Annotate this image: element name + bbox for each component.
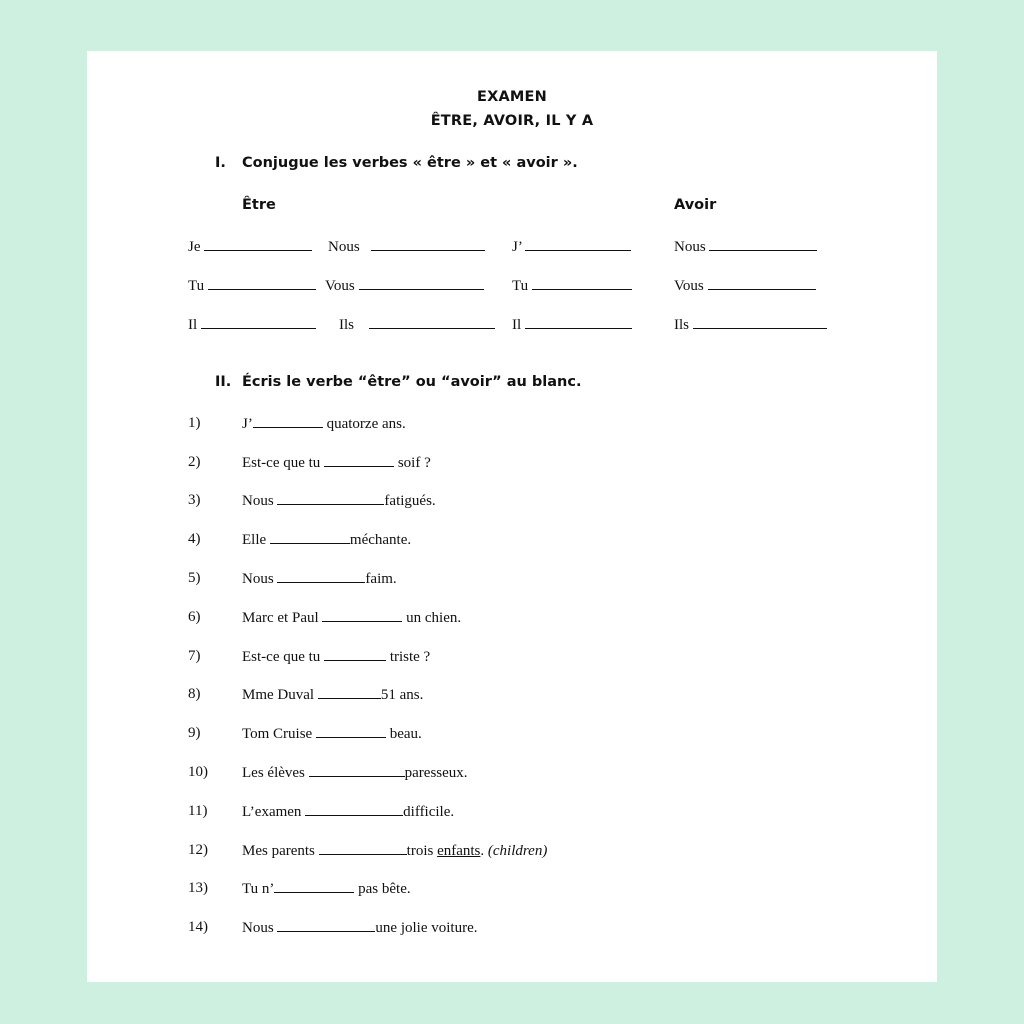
etre-vous-field[interactable] [325, 277, 484, 295]
question-text-after: beau. [385, 726, 422, 742]
answer-blank[interactable] [274, 880, 354, 893]
question-text-before: L’examen [242, 804, 306, 820]
section-2-heading [215, 374, 581, 390]
answer-blank[interactable] [324, 454, 394, 467]
question-number: 11) [188, 803, 208, 819]
question-text-tail: . [480, 843, 488, 859]
avoir-vous-field[interactable] [674, 277, 816, 295]
answer-blank[interactable] [324, 648, 386, 661]
question-text-before: Est-ce que tu [242, 455, 325, 471]
question-text-after: fatigués. [384, 493, 436, 509]
pronoun-label: Tu [188, 278, 205, 294]
question-text-before: Marc et Paul [242, 610, 323, 626]
question-number: 5) [188, 570, 201, 586]
question-text-before: J’ [242, 416, 253, 432]
question-number: 14) [188, 919, 208, 935]
question-number: 8) [188, 686, 201, 702]
question-text-before: Tom Cruise [242, 726, 316, 742]
section-1-number: I. [215, 155, 226, 171]
answer-blank[interactable] [369, 316, 495, 329]
answer-blank[interactable] [253, 415, 323, 428]
question-number: 3) [188, 492, 201, 508]
pronoun-label: Nous [328, 239, 360, 255]
pronoun-label: Vous [674, 278, 704, 294]
avoir-tu-field[interactable] [512, 277, 632, 295]
avoir-j-field[interactable] [512, 238, 631, 256]
answer-blank[interactable] [277, 919, 375, 932]
underlined-word: enfants [437, 843, 481, 859]
answer-blank[interactable] [305, 803, 403, 816]
question-text-after: pas bête. [354, 881, 411, 897]
question-number: 10) [188, 764, 208, 780]
answer-blank[interactable] [525, 316, 632, 329]
etre-nous-field[interactable] [328, 238, 485, 256]
pronoun-label: Il [188, 317, 198, 333]
question-text-after: trois [406, 843, 438, 859]
answer-blank[interactable] [319, 842, 407, 855]
question-number: 9) [188, 725, 201, 741]
pronoun-label: Il [512, 317, 522, 333]
answer-blank[interactable] [693, 316, 827, 329]
pronoun-label: J’ [512, 239, 522, 255]
etre-il-field[interactable] [188, 316, 316, 334]
etre-je-field[interactable] [188, 238, 312, 256]
question-number: 7) [188, 648, 201, 664]
question-text-before: Mme Duval [242, 687, 318, 703]
section-1-instruction: Conjugue les verbes « être » et « avoir ». [242, 155, 578, 171]
pronoun-label: Vous [325, 278, 355, 294]
answer-blank[interactable] [371, 238, 485, 251]
answer-blank[interactable] [359, 277, 484, 290]
answer-blank[interactable] [270, 531, 350, 544]
exam-page [87, 51, 937, 982]
question-number: 6) [188, 609, 201, 625]
translation-note: (children) [487, 843, 548, 859]
question-number: 4) [188, 531, 201, 547]
etre-ils-field[interactable] [339, 316, 495, 334]
pronoun-label: Je [188, 239, 201, 255]
question-text-after: une jolie voiture. [375, 920, 478, 936]
answer-blank[interactable] [322, 609, 402, 622]
question-text-before: Mes parents [242, 843, 319, 859]
question-text-before: Les élèves [242, 765, 309, 781]
question-number: 1) [188, 415, 201, 431]
question-text-after: difficile. [403, 804, 455, 820]
question-text-after: méchante. [349, 532, 412, 548]
question-text-before: Nous [242, 493, 278, 509]
answer-blank[interactable] [277, 492, 384, 505]
section-2-number: II. [215, 374, 232, 390]
answer-blank[interactable] [316, 725, 386, 738]
question-number: 12) [188, 842, 208, 858]
answer-blank[interactable] [708, 277, 816, 290]
answer-blank[interactable] [277, 570, 365, 583]
avoir-ils-field[interactable] [674, 316, 827, 334]
avoir-il-field[interactable] [512, 316, 632, 334]
question-text-after: faim. [365, 571, 397, 587]
question-text-before: Nous [242, 920, 278, 936]
answer-blank[interactable] [525, 238, 631, 251]
question-text-before: Est-ce que tu [242, 649, 325, 665]
answer-blank[interactable] [532, 277, 632, 290]
exam-subtitle: ÊTRE, AVOIR, IL Y A [430, 113, 594, 129]
answer-blank[interactable] [318, 686, 381, 699]
pronoun-label: Ils [339, 317, 354, 333]
question-text-after: un chien. [402, 610, 462, 626]
answer-blank[interactable] [208, 277, 316, 290]
avoir-heading: Avoir [674, 197, 717, 213]
avoir-nous-field[interactable] [674, 238, 817, 256]
question-text-after: 51 ans. [380, 687, 424, 703]
pronoun-label: Tu [512, 278, 529, 294]
question-text-after: quatorze ans. [322, 416, 406, 432]
question-number: 13) [188, 880, 208, 896]
question-text-after: paresseux. [404, 765, 468, 781]
etre-tu-field[interactable] [188, 277, 316, 295]
answer-blank[interactable] [201, 316, 316, 329]
pronoun-label: Ils [674, 317, 689, 333]
question-number: 2) [188, 454, 201, 470]
question-text-before: Tu n’ [242, 881, 275, 897]
etre-heading: Être [242, 197, 276, 213]
exam-title: EXAMEN [477, 89, 547, 105]
question-text-before: Elle [242, 532, 270, 548]
answer-blank[interactable] [709, 238, 817, 251]
section-1-heading [215, 155, 578, 171]
pronoun-label: Nous [674, 239, 706, 255]
question-text-before: Nous [242, 571, 278, 587]
answer-blank[interactable] [309, 764, 405, 777]
answer-blank[interactable] [204, 238, 312, 251]
section-2-instruction: Écris le verbe “être” ou “avoir” au blanc. [242, 374, 582, 390]
question-text-after: triste ? [386, 649, 431, 665]
question-text-after: soif ? [394, 455, 431, 471]
